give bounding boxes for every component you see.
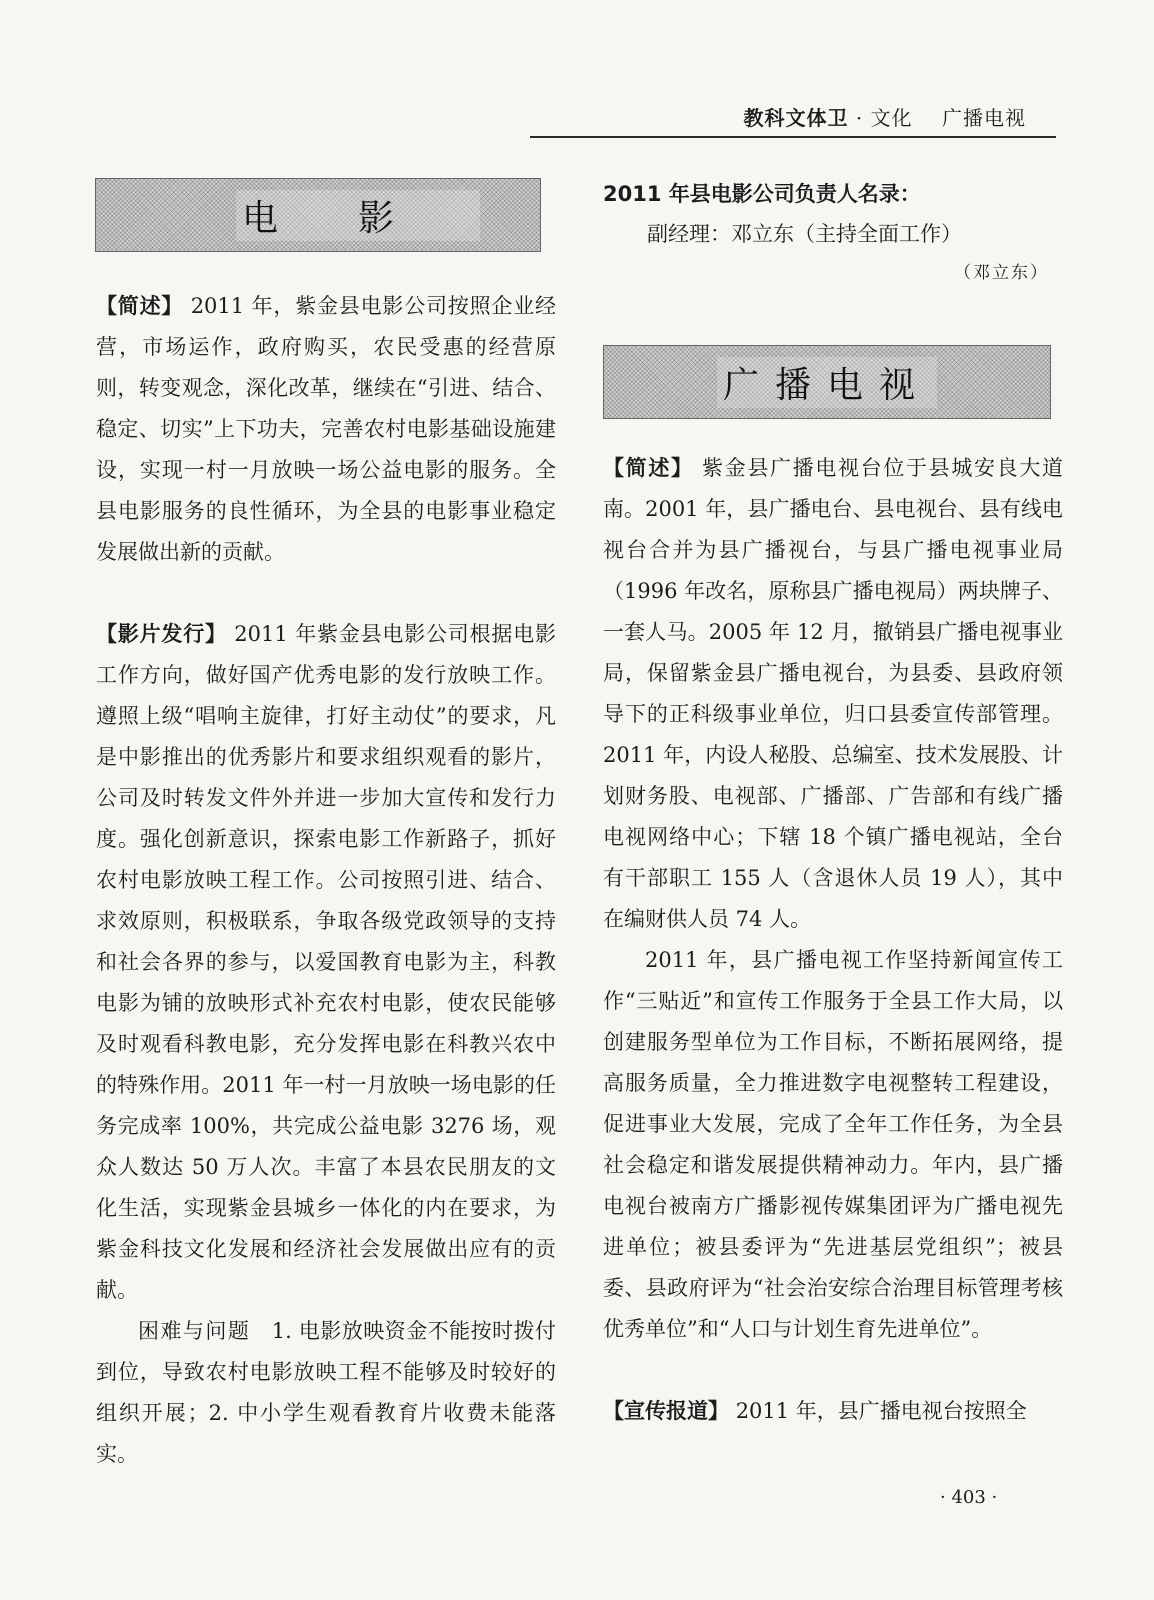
film-leaders-title: 2011 年县电影公司负责人名录： (603, 182, 921, 206)
header-topic: 广播电视 (942, 106, 1026, 130)
film-intro-text: 2011 年，紫金县电影公司按照企业经营，市场运作，政府购买，农民受惠的经营原则，转变观念，深化改革，继续在“引进、结合、稳定、切实”上下功夫，完善农村电影基础设施建设，实现一村一月放映一场公益电影的服务。全县电影服务的良性循环，为全县的电影事业稳定发展做出新的贡献。 (96, 294, 556, 564)
film-release-paragraph (96, 614, 556, 1311)
header-text (743, 102, 1026, 131)
running-header (530, 100, 1056, 138)
film-author-signature: （邓立东） (954, 263, 1049, 283)
page-number: · 403 · (940, 1487, 998, 1508)
tv-work-text: 2011 年，县广播电视工作坚持新闻宣传工作“三贴近”和宣传工作服务于全县工作大局，以创建服务型单位为工作目标，不断拓展网络，提高服务质量，全力推进数字电视整转工程建设，促进事业大发展，完成了全年工作任务，为全县社会稳定和谐发展提供精神动力。年内，县广播电视台被南方广播影视传媒集团评为广播电视先进单位；被县委评为“先进基层党组织”；被县委、县政府评为“社会治安综合治理目标管理考核优秀单位”和“人口与计划生育先进单位”。 (603, 948, 1063, 1341)
tv-publicity-text: 2011 年，县广播电视台按照全 (735, 1399, 1027, 1423)
header-subsection: 文化 (870, 106, 913, 130)
film-banner-title: 电影 (236, 190, 480, 241)
tv-publicity-paragraph (603, 1391, 1063, 1432)
film-intro-tag: 【简述】 (96, 294, 184, 318)
film-release-text: 2011 年紫金县电影公司根据电影工作方向，做好国产优秀电影的发行放映工作。遵照上级“唱响主旋律，打好主动仗”的要求，凡是中影推出的优秀影片和要求组织观看的影片，公司及时转发文件外并进一步加大宣传和发行力度。强化创新意识，探索电影工作新路子，抓好农村电影放映工程工作。公司按照引进、结合、求效原则，积极联系，争取各级党政领导的支持和社会各界的参与，以爱国教育电影为主，科教电影为铺的放映形式补充农村电影，使农民能够及时观看科教电影，充分发挥电影在科教兴农中的特殊作用。2011 年一村一月放映一场电影的任务完成率 100%，共完成公益电影 3276 场，观众人数达 50 万人次。丰富了本县农民朋友的文化生活，实现紫金县城乡一体化的内在要求，为紫金科技文化发展和经济社会发展做出应有的贡献。 (96, 622, 556, 1302)
tv-intro-paragraph (603, 448, 1063, 940)
tv-publicity-tag: 【宣传报道】 (603, 1399, 729, 1423)
tv-intro-text: 紫金县广播电视台位于县城安良大道南。2001 年，县广播电台、县电视台、县有线电视台合并为县广播视台，与县广播电视事业局（1996 年改名，原称县广播电视局）两块牌子、一套人马。2005 年 12 月，撤销县广播电视事业局，保留紫金县广播电视台，为县委、县政府领导下的正科级事业单位，归口县委宣传部管理。2011 年，内设人秘股、总编室、技术发展股、计划财务股、电视部、广播部、广告部和有线广播电视网络中心；下辖 18 个镇广播电视站，全台有干部职工 155 人（含退休人员 19 人），其中在编财供人员 74 人。 (603, 456, 1063, 931)
film-problems-paragraph (96, 1311, 556, 1475)
left-column (96, 286, 556, 1475)
tv-banner-title: 广播电视 (717, 357, 937, 408)
tv-section-banner (603, 345, 1051, 419)
right-column (603, 448, 1063, 1432)
film-leaders-list (603, 174, 1063, 254)
film-section-banner (95, 178, 541, 252)
film-leaders-entry: 副经理：邓立东（主持全面工作） (647, 222, 962, 246)
film-problems-text: 1. 电影放映资金不能按时拨付到位，导致农村电影放映工程不能够及时较好的组织开展；2. 中小学生观看教育片收费未能落实。 (96, 1319, 556, 1466)
header-dot: · (855, 106, 864, 130)
tv-intro-tag: 【简述】 (603, 456, 694, 480)
film-release-tag: 【影片发行】 (96, 622, 227, 646)
film-problems-label: 困难与问题 (138, 1319, 251, 1343)
tv-work-paragraph (603, 940, 1063, 1350)
header-section: 教科文体卫 (743, 106, 849, 130)
film-intro-paragraph (96, 286, 556, 573)
